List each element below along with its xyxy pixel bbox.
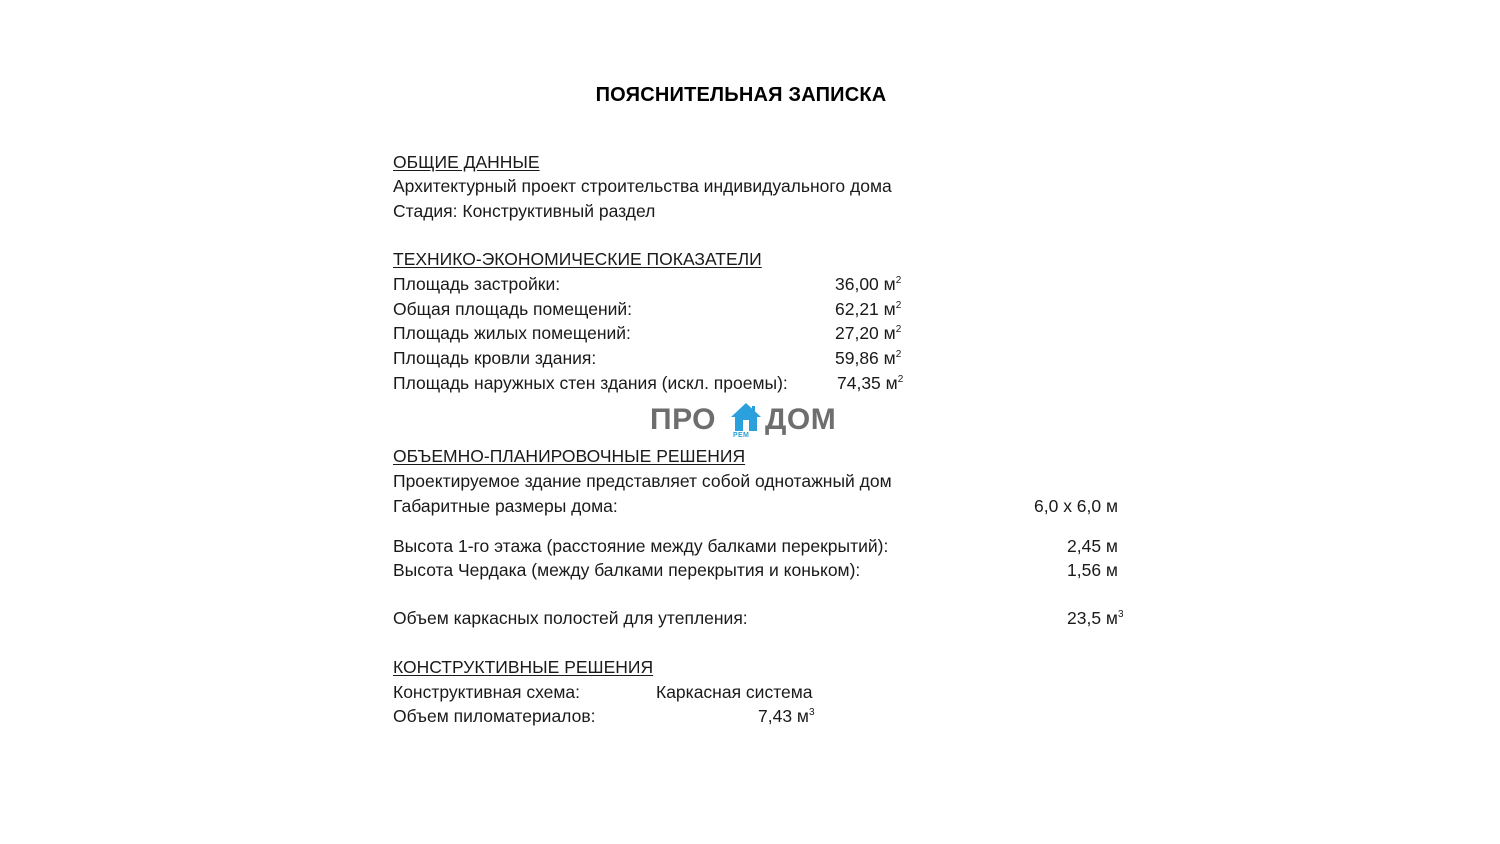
section-heading-construction: КОНСТРУКТИВНЫЕ РЕШЕНИЯ bbox=[393, 657, 654, 677]
indicator-value: 59,86 $м^2$ bbox=[835, 348, 902, 368]
section-heading-general: ОБЩИЕ ДАННЫЕ bbox=[393, 152, 540, 172]
section-heading-indicators: ТЕХНИКО-ЭКОНОМИЧЕСКИЕ ПОКАЗАТЕЛИ bbox=[393, 249, 762, 269]
lumber-value: 7,43 $м^3$ bbox=[758, 706, 815, 726]
logo-text-left: ПРО bbox=[650, 403, 717, 436]
general-line-project: Архитектурный проект строительства индивидуального дома bbox=[393, 176, 892, 196]
watermark-logo bbox=[650, 401, 850, 443]
lumber-label: Объем пиломатериалов: bbox=[393, 706, 596, 726]
indicator-label: Общая площадь помещений: bbox=[393, 299, 633, 319]
insulation-volume-label: Объем каркасных полостей для утепления: bbox=[393, 608, 748, 628]
logo-subtext: РЕМ bbox=[733, 432, 750, 439]
dims-value: 6,0 х 6,0 м bbox=[1034, 496, 1119, 516]
general-line-stage: Стадия: Конструктивный раздел bbox=[393, 201, 656, 221]
insulation-volume-value: 23,5 $м^3$ bbox=[1067, 608, 1124, 628]
indicator-label: Площадь кровли здания: bbox=[393, 348, 597, 368]
planning-line-description: Проектируемое здание представляет собой однотажный дом bbox=[393, 471, 892, 491]
indicator-label: Площадь наружных стен здания (искл. проемы): bbox=[393, 373, 788, 393]
indicator-value: 74,35 $м^2$ bbox=[837, 373, 904, 393]
section-heading-planning: ОБЪЕМНО-ПЛАНИРОВОЧНЫЕ РЕШЕНИЯ bbox=[393, 446, 746, 466]
indicator-label: Площадь жилых помещений: bbox=[393, 323, 631, 343]
attic-height-value: 1,56 м bbox=[1067, 560, 1118, 580]
document-title: ПОЯСНИТЕЛЬНАЯ ЗАПИСКА bbox=[595, 84, 887, 106]
scheme-value: Каркасная система bbox=[656, 682, 813, 702]
indicator-value: 62,21 $м^2$ bbox=[835, 299, 902, 319]
floor-height-label: Высота 1-го этажа (расстояние между балками перекрытий): bbox=[393, 536, 889, 556]
logo-text-right: ДОМ bbox=[765, 403, 837, 436]
attic-height-label: Высота Чердака (между балками перекрытия и коньком): bbox=[393, 560, 861, 580]
scheme-label: Конструктивная схема: bbox=[393, 682, 580, 702]
indicator-value: 36,00 $м^2$ bbox=[835, 274, 902, 294]
floor-height-value: 2,45 м bbox=[1067, 536, 1118, 556]
indicator-label: Площадь застройки: bbox=[393, 274, 561, 294]
dims-label: Габаритные размеры дома: bbox=[393, 496, 618, 516]
indicator-value: 27,20 $м^2$ bbox=[835, 323, 902, 343]
